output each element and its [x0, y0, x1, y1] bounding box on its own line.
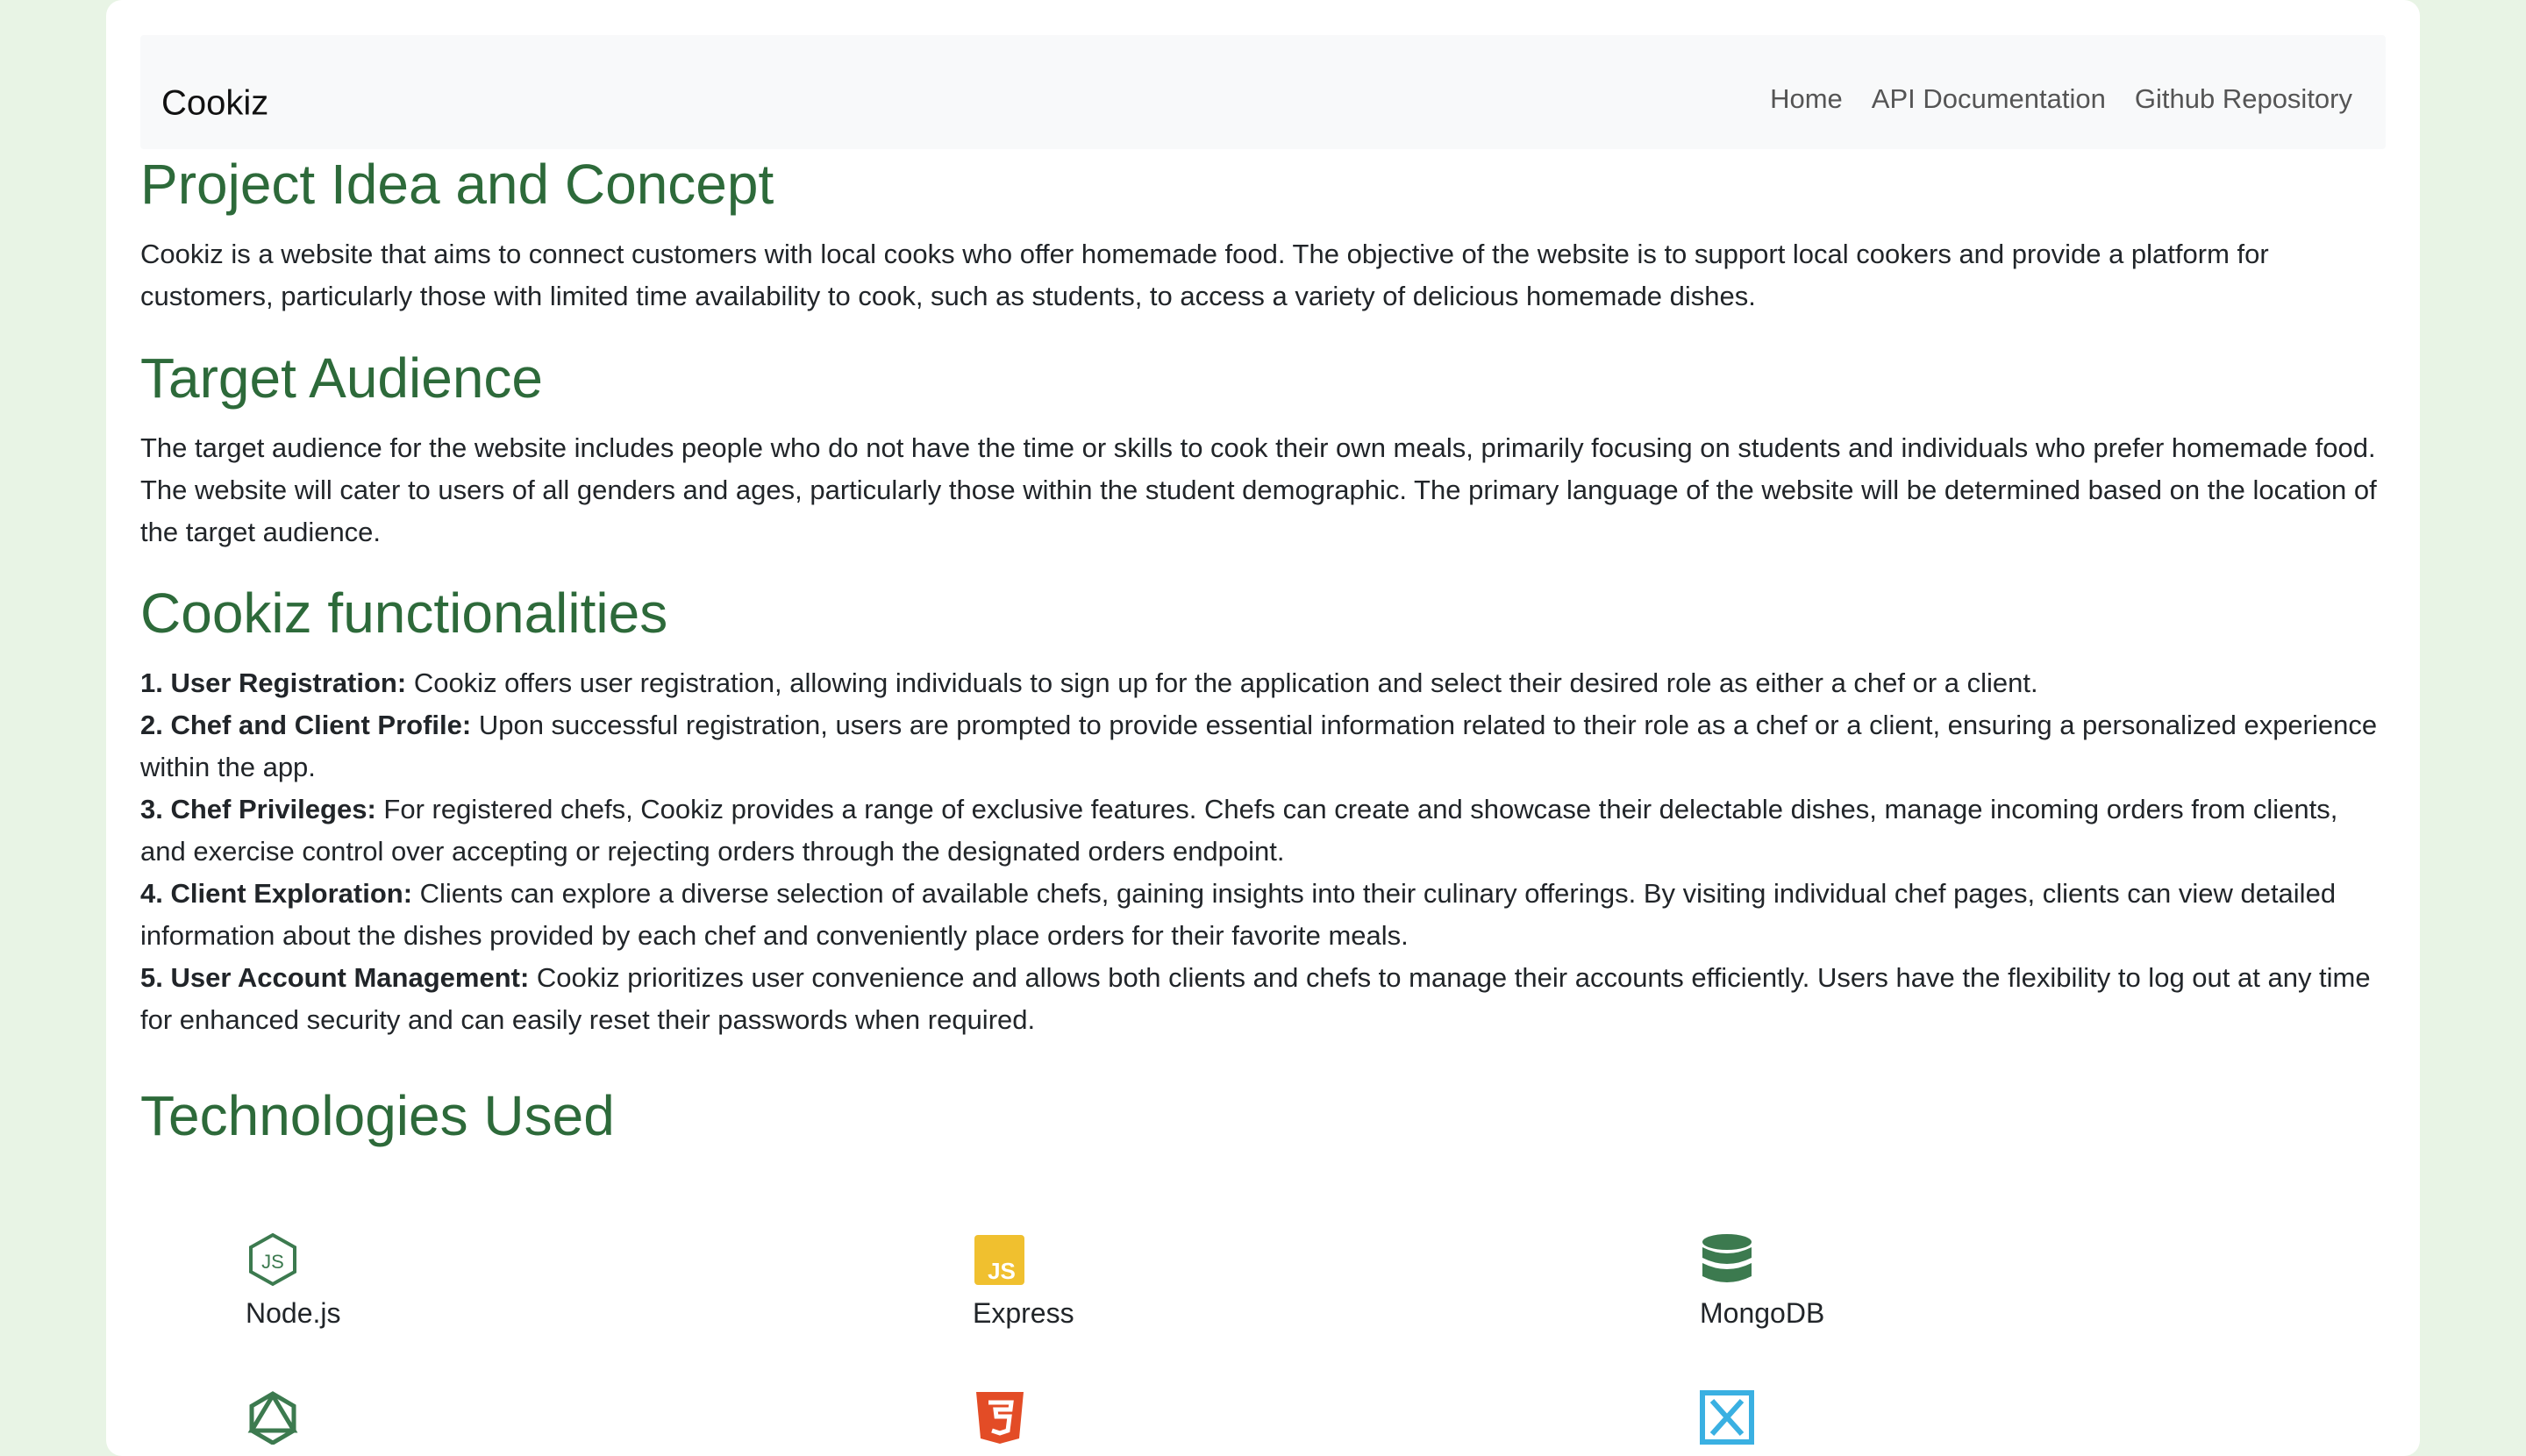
css3-icon	[1700, 1390, 1754, 1445]
technologies-heading: Technologies Used	[140, 1084, 615, 1147]
feature-item	[140, 957, 2386, 1041]
javascript-icon	[973, 1232, 1027, 1287]
feature-label: 2. Chef and Client Profile:	[140, 710, 472, 740]
feature-text: Clients can explore a diverse selection of available chefs, gaining insights into their culinary offerings. By visiting individual chef pages, clients can view detailed information about the dishes provided by each chef and conveniently place orders for their favorite meals.	[140, 878, 2337, 951]
tech-label: Express	[973, 1297, 1074, 1329]
functionalities-list	[140, 662, 2386, 1041]
nav-links	[1770, 83, 2352, 115]
html5-icon	[973, 1390, 1027, 1445]
feature-text: For registered chefs, Cookiz provides a range of exclusive features. Chefs can create and showcase their delectable dishes, manage incoming orders from clients, and exercise control over accepting or rejecting orders through the designated orders endpoint.	[140, 794, 2338, 867]
navbar	[140, 35, 2386, 149]
feature-label: 4. Client Exploration:	[140, 878, 413, 909]
audience-heading: Target Audience	[140, 346, 543, 410]
tech-label: MongoDB	[1700, 1297, 1825, 1329]
feature-item	[140, 873, 2386, 957]
functionalities-heading: Cookiz functionalities	[140, 582, 668, 645]
feature-text: Cookiz prioritizes user convenience and allows both clients and chefs to manage their accounts efficiently. Users have the flexibility to log out at any time for enhanced security and can easily reset their passwords when required.	[140, 962, 2371, 1035]
brand-logo[interactable]: Cookiz	[161, 83, 269, 123]
feature-label: 5. User Account Management:	[140, 962, 530, 993]
feature-item	[140, 789, 2386, 873]
tech-label: Node.js	[246, 1297, 341, 1329]
nav-home-link[interactable]: Home	[1770, 83, 1843, 114]
feature-item	[140, 662, 2386, 704]
feature-item	[140, 704, 2386, 789]
svg-text:JS: JS	[988, 1258, 1016, 1284]
feature-label: 3. Chef Privileges:	[140, 794, 376, 824]
feature-label: 1. User Registration:	[140, 667, 407, 698]
audience-text: The target audience for the website includes people who do not have the time or skills to cook their own meals, primarily focusing on students and individuals who prefer homemade food. The website will cater to users of all genders and ages, particularly those within the student demographic. The primary language of the website will be determined based on the location of the target audience.	[140, 432, 2377, 547]
nav-github-link[interactable]: Github Repository	[2134, 83, 2352, 114]
nodejs-icon	[246, 1232, 300, 1287]
database-icon	[1700, 1232, 1754, 1287]
svg-text:JS: JS	[261, 1251, 284, 1273]
feature-text: Cookiz offers user registration, allowing individuals to sign up for the application and select their desired role as either a chef or a client.	[406, 667, 2038, 698]
graphql-icon	[246, 1390, 300, 1445]
concept-heading: Project Idea and Concept	[140, 153, 774, 216]
nav-api-docs-link[interactable]: API Documentation	[1871, 83, 2106, 114]
concept-text: Cookiz is a website that aims to connect customers with local cooks who offer homemade food. The objective of the website is to support local cookers and provide a platform for customers, particularly those with limited time availability to cook, such as students, to access a variety of delicious homemade dishes.	[140, 239, 2269, 311]
feature-text: Upon successful registration, users are prompted to provide essential information related to their role as a chef or a client, ensuring a personalized experience within the app.	[140, 710, 2378, 782]
